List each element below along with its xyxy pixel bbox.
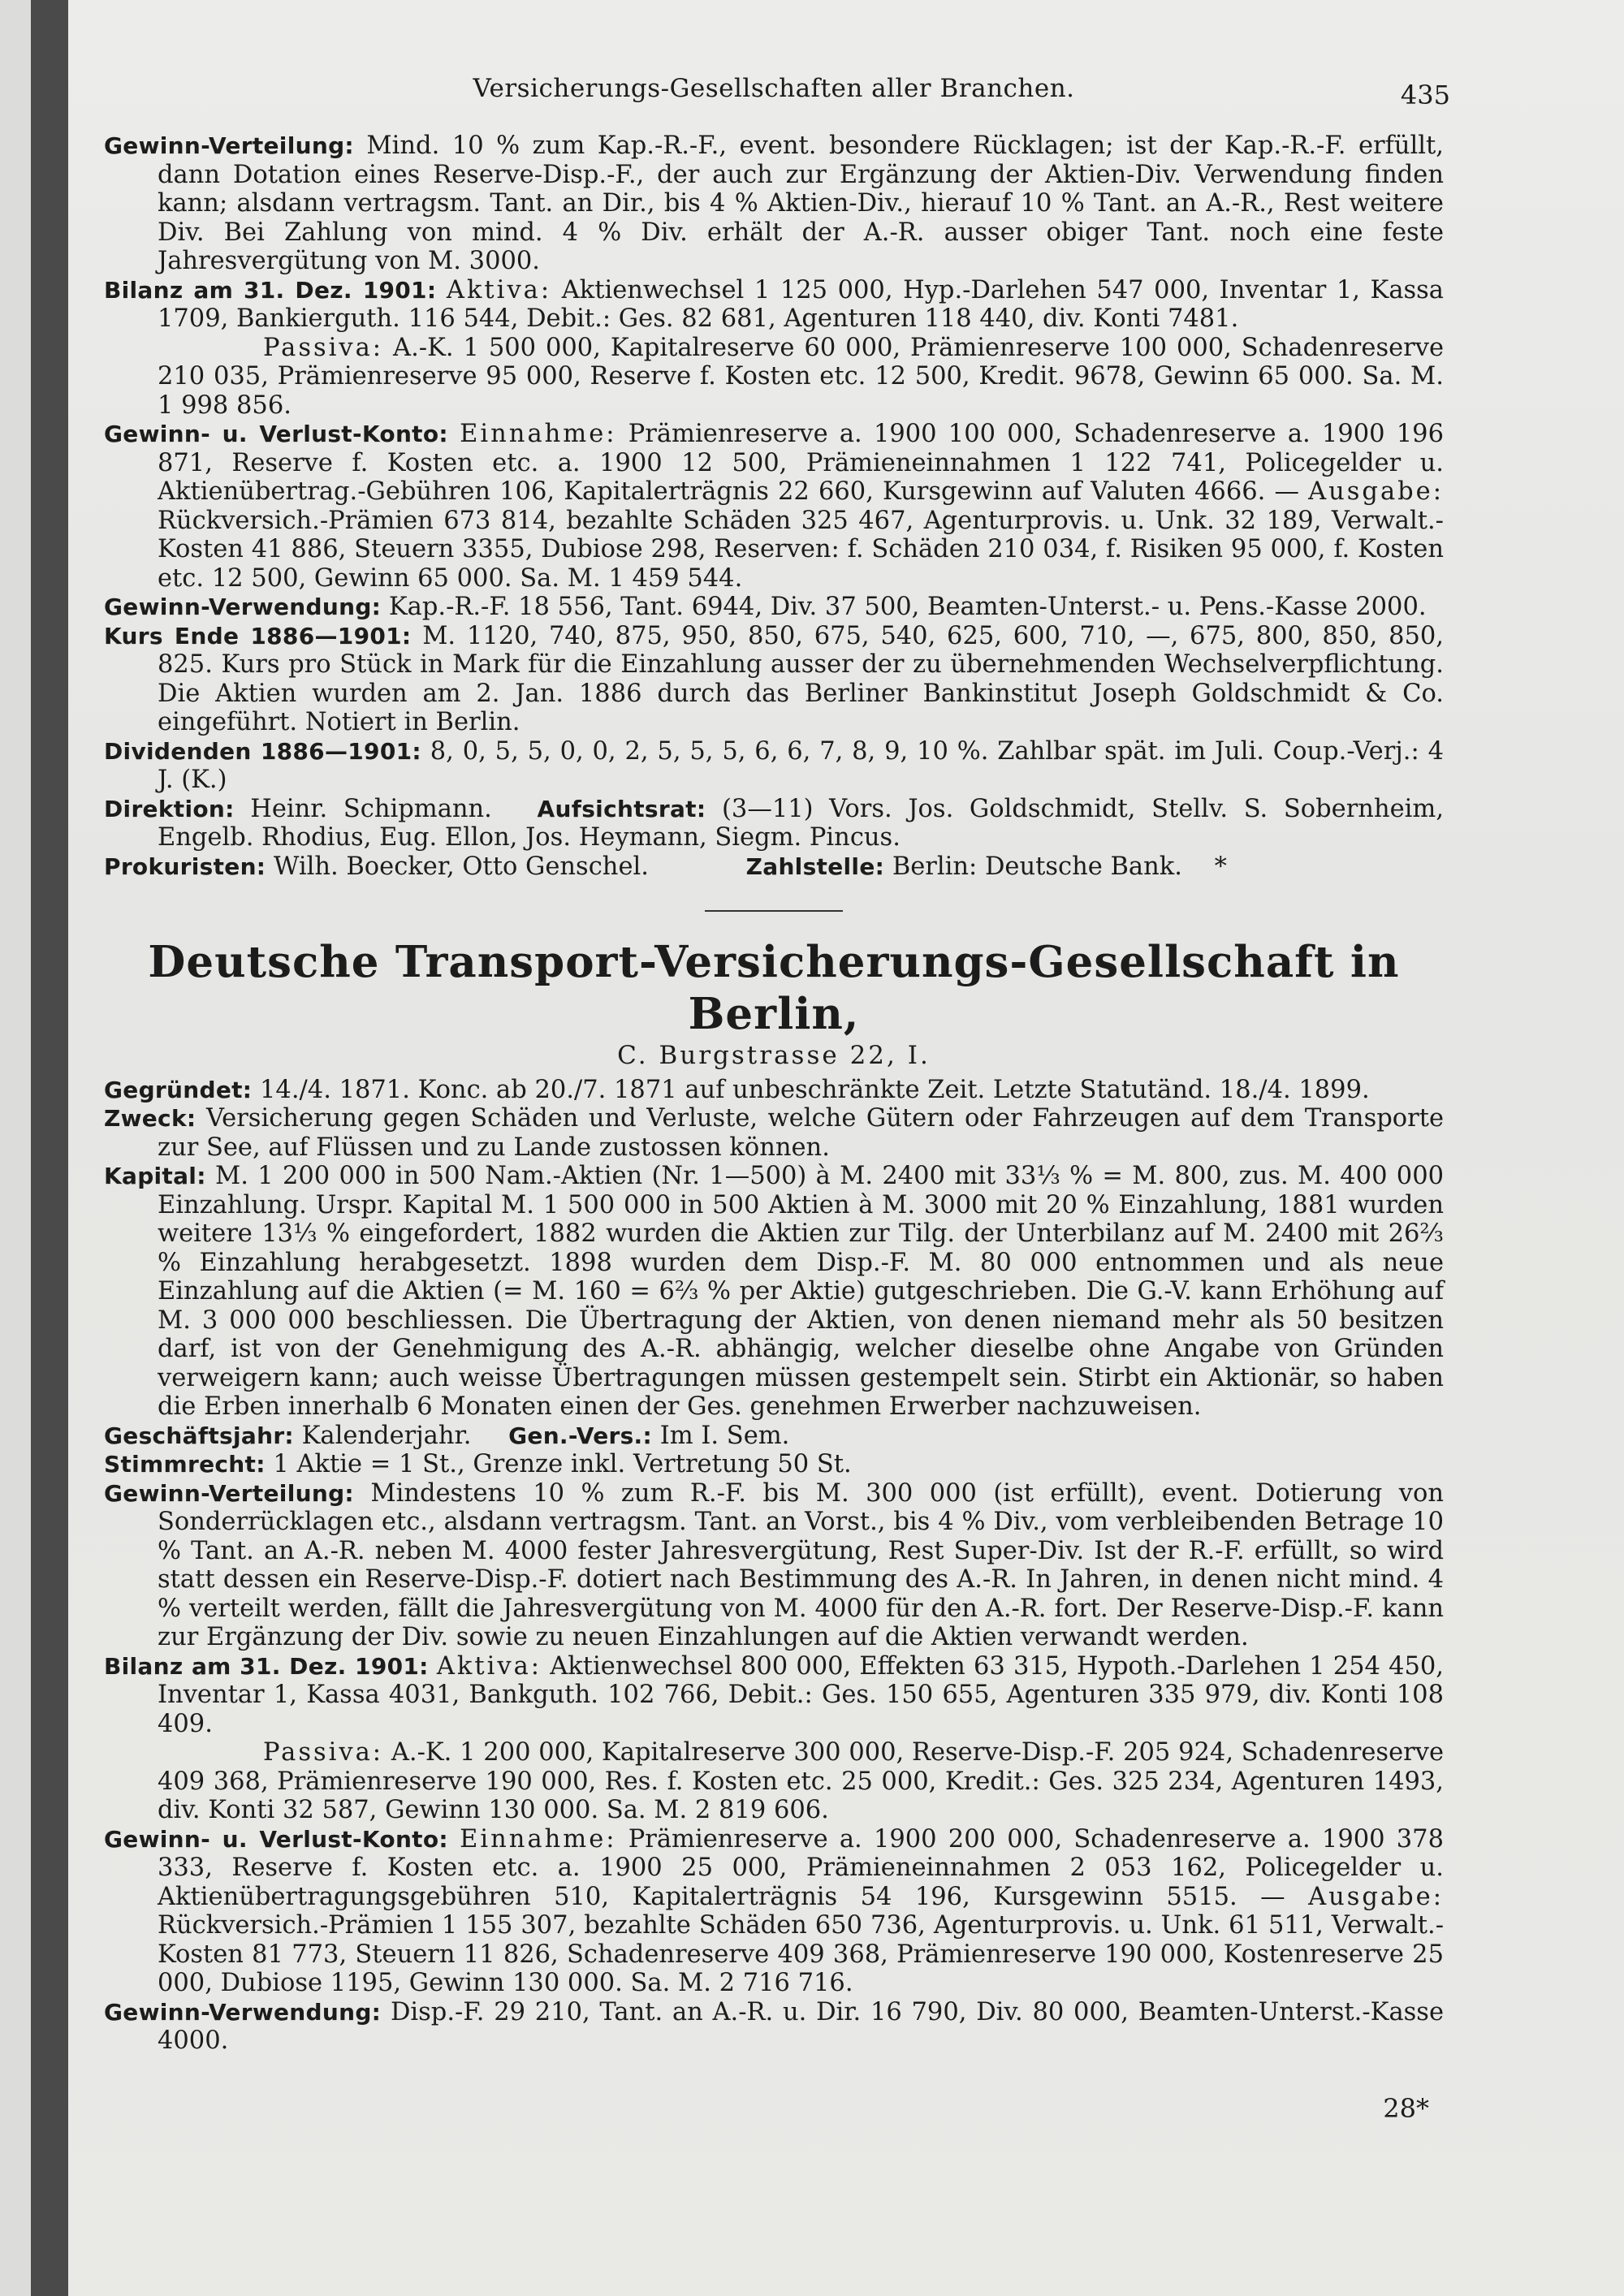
section-label: Kapital: bbox=[104, 1163, 206, 1189]
gen-vers-text: Im I. Sem. bbox=[659, 1421, 790, 1450]
section-label: Direktion: bbox=[104, 795, 235, 822]
section-label: Bilanz am 31. Dez. 1901: bbox=[104, 1652, 429, 1680]
section-text: 8, 0, 5, 5, 0, 0, 2, 5, 5, 5, 6, 6, 7, 8, 9, 10 %. Zahlbar spät. im Juli. Coup.-Verj.: 4 J. (K.) bbox=[158, 736, 1444, 794]
section-label: Stimmrecht: bbox=[104, 1451, 266, 1478]
zahlstelle-text: Berlin: Deutsche Bank. bbox=[892, 852, 1182, 881]
section-text: Kalenderjahr. bbox=[301, 1421, 472, 1450]
prev-bilanz bbox=[104, 276, 1444, 334]
section-label: Gewinn- u. Verlust-Konto: bbox=[104, 1825, 448, 1853]
prev-gewinn-verwendung bbox=[104, 593, 1444, 622]
section-label: Zweck: bbox=[104, 1105, 197, 1132]
einnahme-text: Prämienreserve a. 1900 200 000, Schadenreserve a. 1900 378 333, Reserve f. Kosten etc. a. 1900 25 000, Prämieneinnahmen 2 053 162, Policegelder u. Aktienübertragungsgebühren 510, Kapitalerträgnis 54 196, Kursgewinn 5515. — bbox=[158, 1824, 1444, 1911]
asterisk-mark: * bbox=[1214, 852, 1227, 881]
aktiva-label: Aktiva: bbox=[436, 1651, 542, 1681]
section-text: Versicherung gegen Schäden und Verluste, welche Gütern oder Fahrzeugen auf dem Transporte zur See, auf Flüssen und zu Lande zustossen können. bbox=[158, 1104, 1445, 1162]
prev-passiva bbox=[104, 334, 1444, 421]
section-label: Gewinn-Verwendung: bbox=[104, 1998, 382, 2026]
section-text: M. 1120, 740, 875, 950, 850, 675, 540, 625, 600, 710, —, 675, 800, 850, 850, 825. Kurs pro Stück in Mark für die Einzahlung ausser der zu übernehmenden Wechselverpflichtung. Die Aktien wurden am 2. Jan. 1886 durch das Berliner Bankinstitut Joseph Goldschmidt & Co. eingeführt. Notiert in Berlin. bbox=[158, 621, 1445, 736]
passiva-text: A.-K. 1 200 000, Kapitalreserve 300 000, Reserve-Disp.-F. 205 924, Schadenreserve 409 368, Prämienreserve 190 000, Res. f. Kosten etc. 25 000, Kredit.: Ges. 325 234, Agenturen 1493, div. Konti 32 587, Gewinn 130 000. Sa. M. 2 819 606. bbox=[158, 1738, 1444, 1824]
ausgabe-text: Rückversich.-Prämien 673 814, bezahlte Schäden 325 467, Agenturprovis. u. Unk. 32 189, Verwalt.-Kosten 41 886, Steuern 3355, Dubiose 298, Reserven: f. Schäden 210 034, f. Risiken 95 000, f. Kosten etc. 12 500, Gewinn 65 000. Sa. M. 1 459 544. bbox=[158, 506, 1444, 593]
aktiva-label: Aktiva: bbox=[446, 275, 552, 304]
section-text: Heinr. Schipmann. bbox=[250, 794, 492, 823]
section-text: M. 1 200 000 in 500 Nam.-Aktien (Nr. 1—500) à M. 2400 mit 33⅓ % = M. 800, zus. M. 400 000 Einzahlung. Urspr. Kapital M. 1 500 000 in 500 Aktien à M. 3000 mit 20 % Einzahlung, 1881 wurden weitere 13⅓ % eingefordert, 1882 wurden die Aktien zur Tilg. der Unterbilanz auf M. 2400 mit 26⅔ % Einzahlung herabgesetzt. 1898 wurden dem Disp.-F. M. 80 000 entnommen und als neue Einzahlung auf die Aktien (= M. 160 = 6⅔ % per Aktie) gutgeschrieben. Die G.-V. kann Erhöhung auf M. 3 000 000 beschliessen. Die Übertragung der Aktien, von denen niemand mehr als 50 besitzen darf, ist von der Genehmigung des A.-R. abhängig, welcher dieselbe ohne Angabe von Gründen verweigern kann; auch weisse Übertragungen müssen gestempelt sein. Stirbt ein Aktionär, so haben die Erben innerhalb 6 Monaten einen der Ges. genehmen Erwerber nachzuweisen. bbox=[158, 1162, 1445, 1421]
stimmrecht bbox=[104, 1450, 1444, 1479]
section-label: Kurs Ende 1886—1901: bbox=[104, 622, 412, 650]
aktiva-text: Aktienwechsel 1 125 000, Hyp.-Darlehen 547 000, Inventar 1, Kassa 1709, Bankierguth. 116 544, Debit.: Ges. 82 681, Agenturen 118 440, div. Konti 7481. bbox=[158, 275, 1444, 333]
company-title: Deutsche Transport-Versicherungs-Gesellschaft in Berlin, bbox=[148, 937, 1400, 1039]
section-label: Bilanz am 31. Dez. 1901: bbox=[104, 276, 437, 304]
section-label: Gewinn-Verwendung: bbox=[104, 593, 382, 620]
aufsichtsrat-label: Aufsichtsrat: bbox=[537, 795, 706, 822]
geschaeftsjahr bbox=[104, 1422, 1444, 1451]
prev-direktion bbox=[104, 795, 1444, 852]
signature-mark: 28* bbox=[1383, 2093, 1429, 2124]
gewinn-verwendung bbox=[104, 1998, 1444, 2056]
section-text: Wilh. Boecker, Otto Genschel. bbox=[274, 852, 649, 881]
prev-gewinn-verteilung bbox=[104, 132, 1444, 276]
einnahme-label: Einnahme: bbox=[460, 1824, 617, 1854]
passiva-label: Passiva: bbox=[263, 1738, 384, 1767]
prev-dividenden bbox=[104, 737, 1444, 795]
gegruendet bbox=[104, 1076, 1444, 1105]
section-divider bbox=[705, 910, 843, 912]
section-text: Kap.-R.-F. 18 556, Tant. 6944, Div. 37 500, Beamten-Unterst.- u. Pens.-Kasse 2000. bbox=[388, 593, 1427, 621]
passiva-label: Passiva: bbox=[263, 333, 384, 362]
prev-prokuristen bbox=[104, 852, 1444, 882]
section-label: Geschäftsjahr: bbox=[104, 1422, 294, 1449]
section-text: 14./4. 1871. Konc. ab 20./7. 1871 auf unbeschränkte Zeit. Letzte Statutänd. 18./4. 1899. bbox=[260, 1075, 1370, 1104]
running-title: Versicherungs-Gesellschaften aller Branchen. bbox=[473, 74, 1075, 103]
zahlstelle-label: Zahlstelle: bbox=[745, 852, 885, 880]
page-content bbox=[104, 74, 1450, 2056]
prev-kurs bbox=[104, 622, 1444, 737]
passiva bbox=[104, 1738, 1444, 1825]
aufsichtsrat-text: (3—11) Vors. Jos. Goldschmidt, Stellv. S. Sobernheim, Engelb. Rhodius, Eug. Ellon, Jos. Heymann, Siegm. Pincus. bbox=[158, 794, 1445, 852]
aktiva-text: Aktienwechsel 800 000, Effekten 63 315, Hypoth.-Darlehen 1 254 450, Inventar 1, Kassa 4031, Bankguth. 102 766, Debit.: Ges. 150 655, Agenturen 335 979, div. Konti 108 409. bbox=[158, 1651, 1445, 1738]
section-label: Gegründet: bbox=[104, 1076, 253, 1103]
section-label: Prokuristen: bbox=[104, 852, 266, 880]
section-text: Disp.-F. 29 210, Tant. an A.-R. u. Dir. 16 790, Div. 80 000, Beamten-Unterst.-Kasse 4000. bbox=[158, 1997, 1444, 2055]
section-text: 1 Aktie = 1 St., Grenze inkl. Vertretung 50 St. bbox=[273, 1450, 852, 1478]
section-label: Gewinn-Verteilung: bbox=[104, 1479, 354, 1507]
kapital bbox=[104, 1162, 1444, 1422]
ausgabe-label: Ausgabe: bbox=[1308, 1882, 1444, 1911]
einnahme-text: Prämienreserve a. 1900 100 000, Schadenreserve a. 1900 196 871, Reserve f. Kosten etc. a. 1900 12 500, Prämieneinnahmen 1 122 741, Policegelder u. Aktienübertrag.-Gebühren 106, Kapitalerträgnis 22 660, Kursgewinn auf Valuten 4666. — bbox=[158, 420, 1444, 506]
zweck bbox=[104, 1104, 1444, 1162]
company-address: C. Burgstrasse 22, I. bbox=[617, 1041, 931, 1070]
bilanz bbox=[104, 1652, 1444, 1739]
section-text: Mind. 10 % zum Kap.-R.-F., event. besondere Rücklagen; ist der Kap.-R.-F. erfüllt, dann Dotation eines Reserve-Disp.-F., der auch zur Ergänzung der Aktien-Div. Verwendung finden kann; alsdann vertragsm. Tant. an Dir., bis 4 % Aktien-Div., hierauf 10 % Tant. an A.-R., Rest weitere Div. Bei Zahlung von mind. 4 % Div. erhält der A.-R. ausser obiger Tant. noch eine feste Jahresvergütung von M. 3000. bbox=[158, 132, 1444, 275]
page-number: 435 bbox=[1400, 80, 1450, 110]
ausgabe-label: Ausgabe: bbox=[1308, 477, 1444, 506]
einnahme-label: Einnahme: bbox=[460, 420, 617, 448]
section-label: Gewinn- u. Verlust-Konto: bbox=[104, 421, 448, 447]
section-label: Gewinn-Verteilung: bbox=[104, 132, 354, 159]
prev-gewinn-verlust-konto bbox=[104, 420, 1444, 593]
gen-vers-label: Gen.-Vers.: bbox=[508, 1422, 652, 1449]
ausgabe-text: Rückversich.-Prämien 1 155 307, bezahlte Schäden 650 736, Agenturprovis. u. Unk. 61 511, Verwalt.-Kosten 81 773, Steuern 11 826, Schadenreserve 409 368, Prämienreserve 190 000, Kostenreserve 25 000, Dubiose 1195, Gewinn 130 000. Sa. M. 2 716 716. bbox=[158, 1911, 1444, 1997]
section-label: Dividenden 1886—1901: bbox=[104, 737, 421, 765]
section-text: Mindestens 10 % zum R.-F. bis M. 300 000 (ist erfüllt), event. Dotierung von Sonderrücklagen etc., alsdann vertragsm. Tant. an Vorst., bis 4 % Div., vom verbleibenden Betrage 10 % Tant. an A.-R. neben M. 4000 fester Jahresvergütung, Rest Super-Div. Ist der R.-F. erfüllt, so wird statt dessen ein Reserve-Disp.-F. dotiert nach Bestimmung des A.-R. In Jahren, in denen nicht mind. 4 % verteilt werden, fällt die Jahresvergütung von M. 4000 für den A.-R. fort. Der Reserve-Disp.-F. kann zur Ergänzung der Div. sowie zu neuen Einzahlungen auf die Aktien verwandt werden. bbox=[158, 1478, 1444, 1651]
gewinn-verteilung bbox=[104, 1479, 1444, 1652]
passiva-text: A.-K. 1 500 000, Kapitalreserve 60 000, Prämienreserve 100 000, Schadenreserve 210 035, Prämienreserve 95 000, Reserve f. Kosten etc. 12 500, Kredit. 9678, Gewinn 65 000. Sa. M. 1 998 856. bbox=[158, 333, 1445, 420]
running-head bbox=[104, 74, 1450, 114]
scan-binding-edge bbox=[31, 0, 68, 2296]
scan-margin bbox=[0, 0, 31, 2296]
gewinn-verlust-konto bbox=[104, 1825, 1444, 1998]
